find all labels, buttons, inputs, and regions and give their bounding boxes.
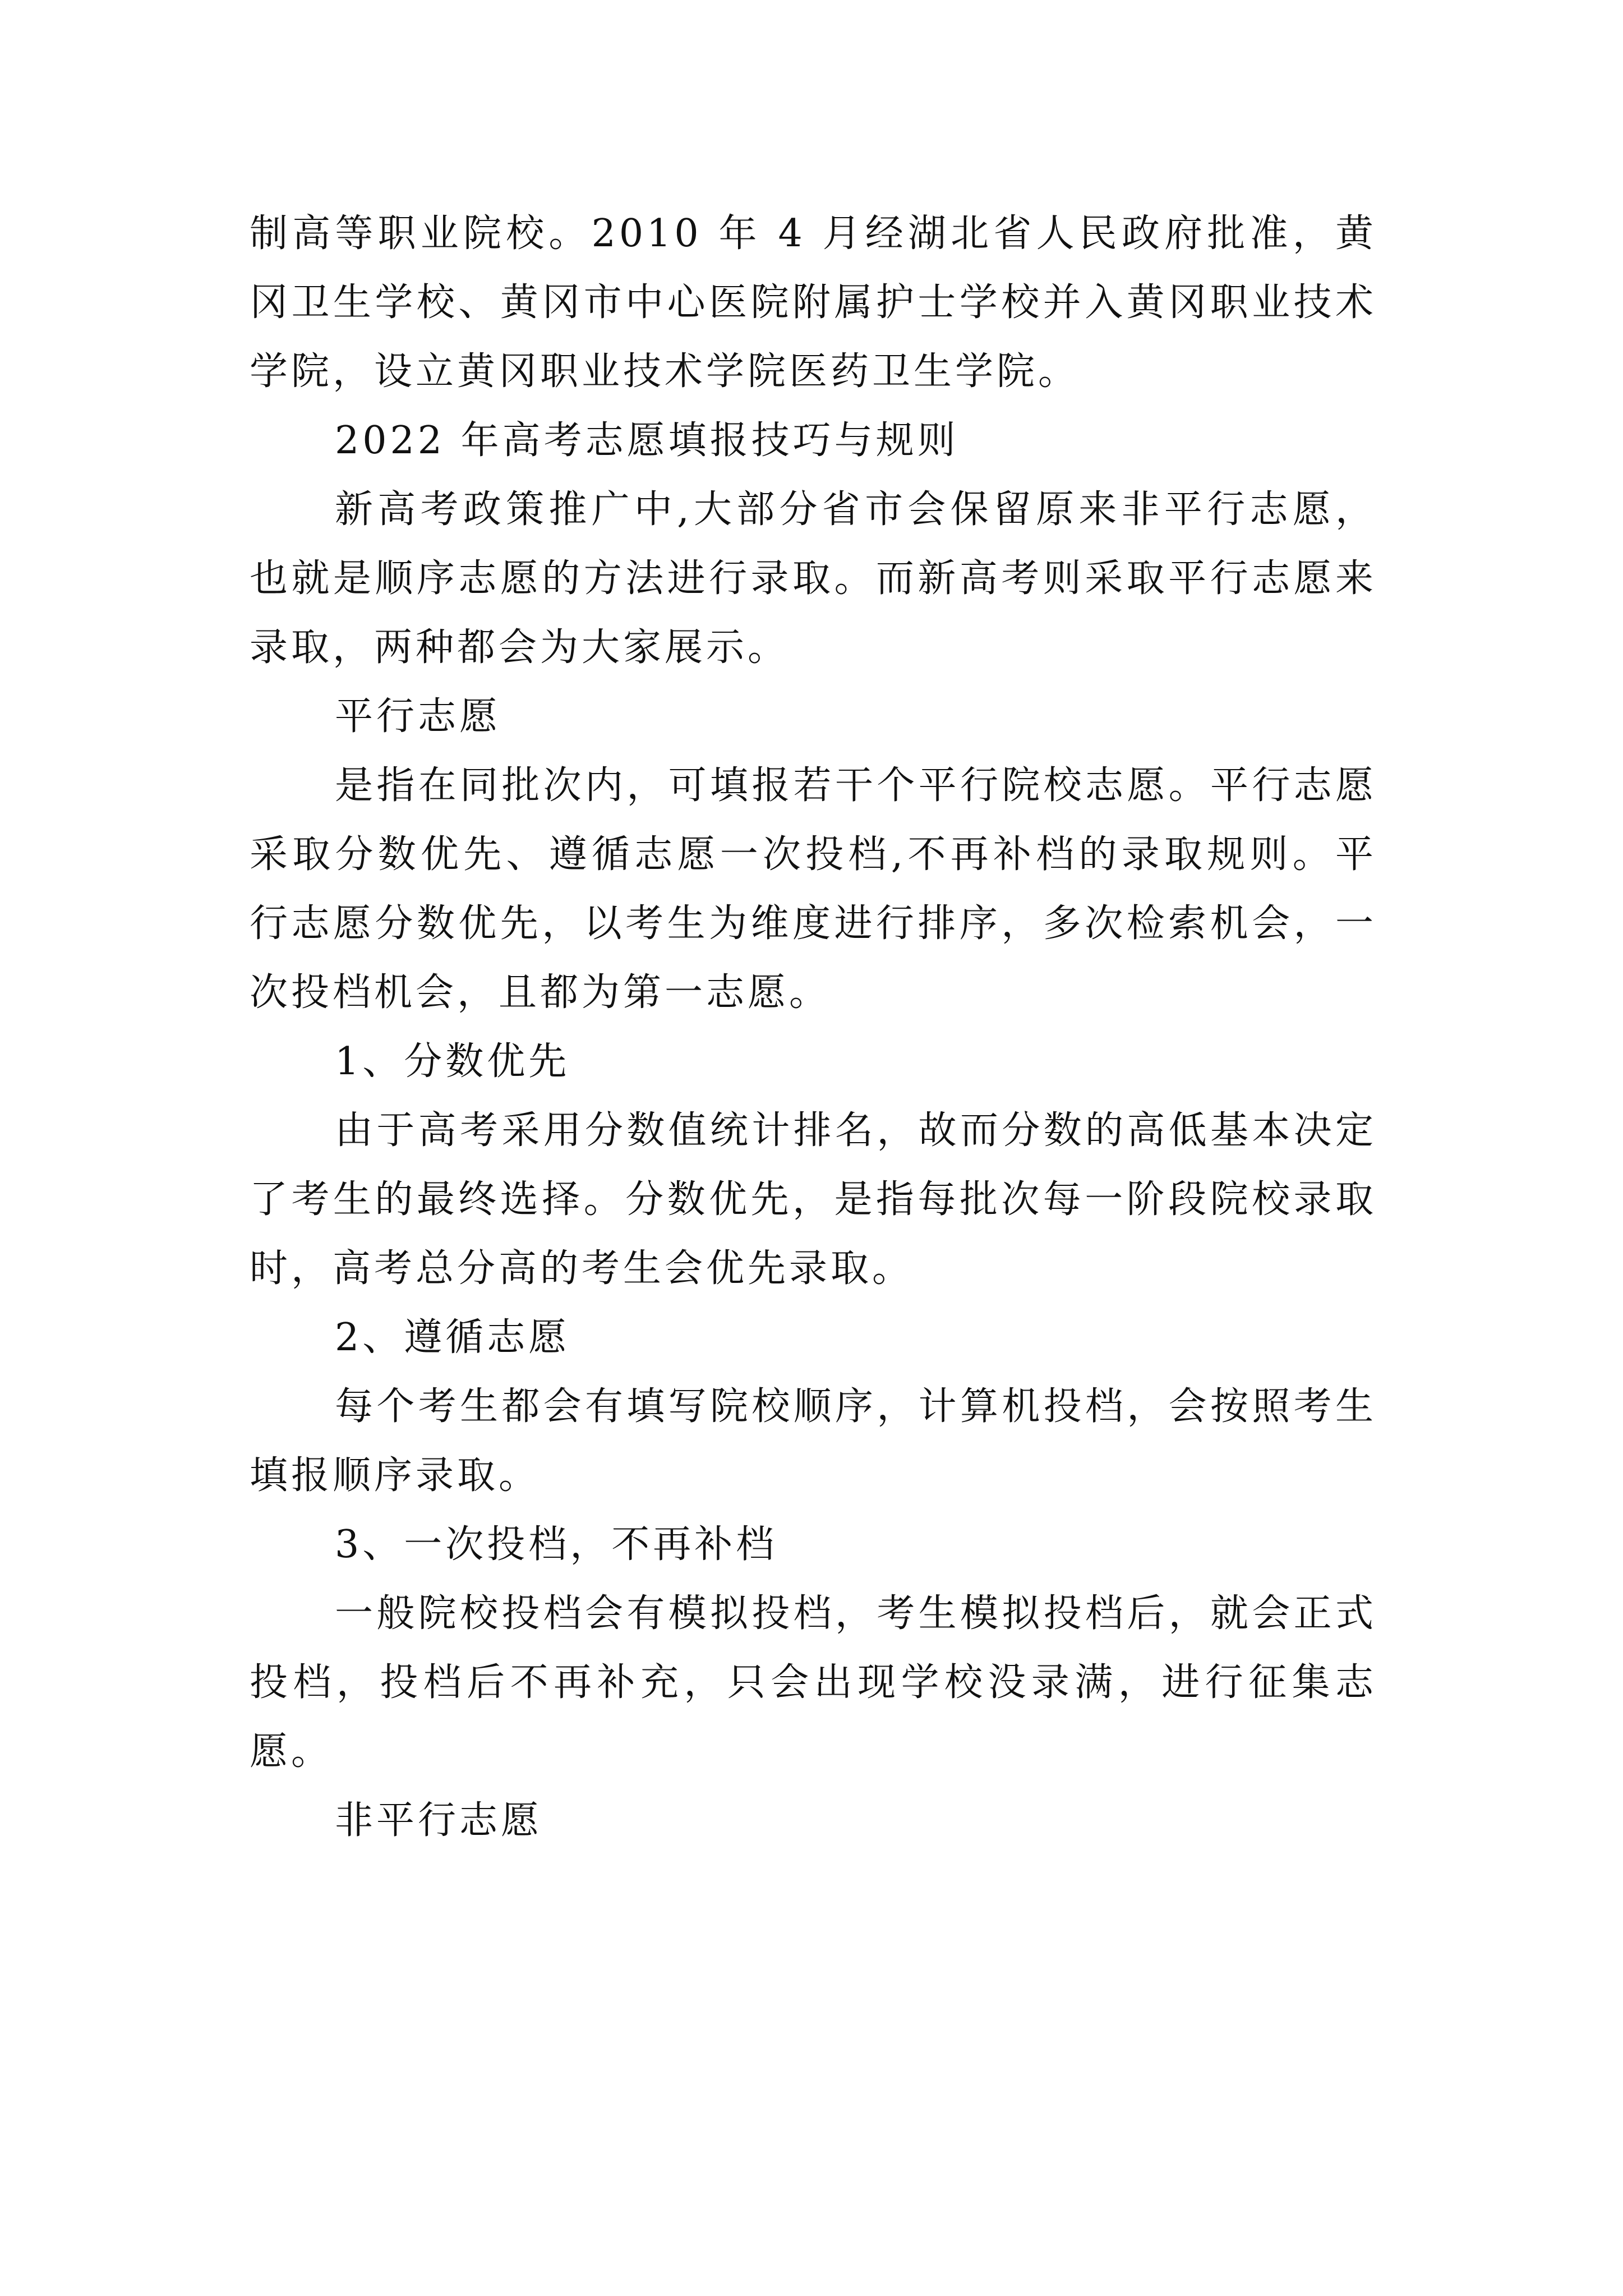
heading-single-submission: 3、一次投档，不再补档 <box>335 1522 778 1567</box>
paragraph-parallel-definition: 是指在同批次内，可填报若干个平行院校志愿。平行志愿采取分数优先、遵循志愿一次投档,不再补档的录取规则。平行志愿分数优先，以考生为维度进行排序，多次检索机会，一次投档机会，且都为第一志愿。 <box>250 763 1377 1015</box>
document-body <box>250 199 1377 1855</box>
heading-follow-volunteer: 2、遵循志愿 <box>335 1315 570 1360</box>
heading-score-priority: 1、分数优先 <box>335 1039 570 1084</box>
paragraph-single-submission: 一般院校投档会有模拟投档，考生模拟投档后，就会正式投档，投档后不再补充，只会出现学校没录满，进行征集志愿。 <box>250 1591 1377 1774</box>
paragraph-new-policy: 新高考政策推广中,大部分省市会保留原来非平行志愿，也就是顺序志愿的方法进行录取。而新高考则采取平行志愿来录取，两种都会为大家展示。 <box>250 487 1377 670</box>
heading-parallel-volunteer: 平行志愿 <box>335 694 501 739</box>
heading-volunteer-tips: 2022 年高考志愿填报技巧与规则 <box>335 418 959 463</box>
paragraph-follow-volunteer: 每个考生都会有填写院校顺序，计算机投档，会按照考生填报顺序录取。 <box>250 1384 1377 1498</box>
paragraph-school-history: 制高等职业院校。2010 年 4 月经湖北省人民政府批准，黄冈卫生学校、黄冈市中心医院附属护士学校并入黄冈职业技术学院，设立黄冈职业技术学院医药卫生学院。 <box>250 211 1377 394</box>
paragraph-score-priority: 由于高考采用分数值统计排名，故而分数的高低基本决定了考生的最终选择。分数优先，是指每批次每一阶段院校录取时，高考总分高的考生会优先录取。 <box>250 1108 1377 1291</box>
heading-non-parallel-volunteer: 非平行志愿 <box>335 1798 543 1843</box>
